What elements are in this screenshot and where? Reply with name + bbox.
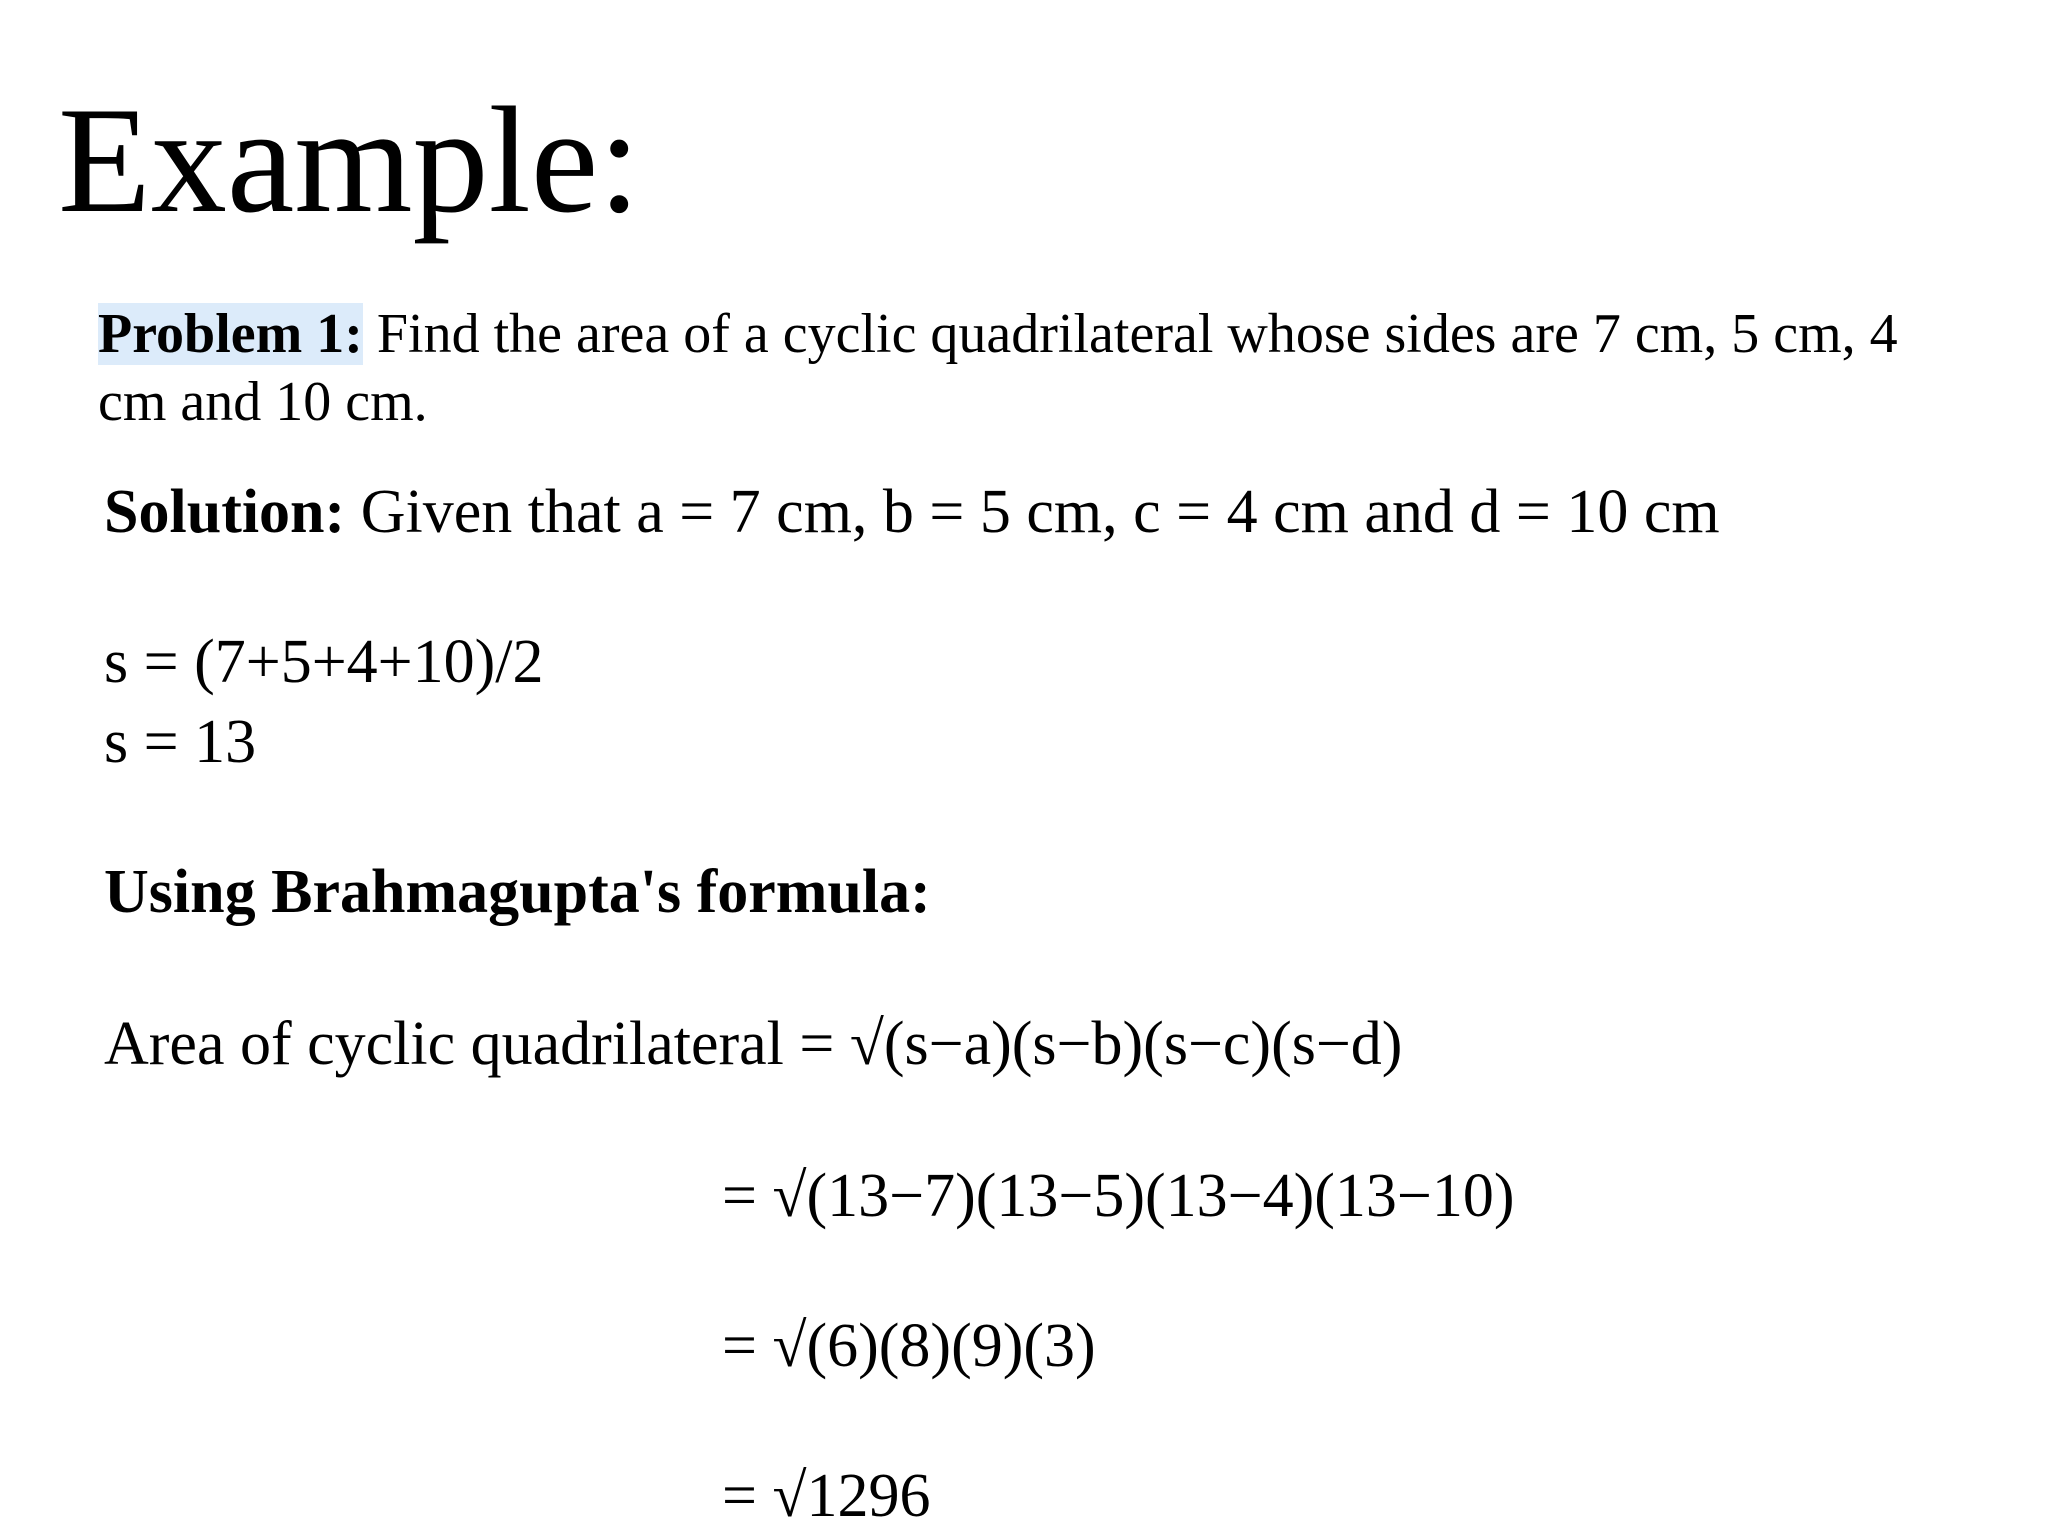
calculation-step: = √(13−7)(13−5)(13−4)(13−10) [722, 1162, 1515, 1230]
solution-text: Given that a = 7 cm, b = 5 cm, c = 4 cm and d = 10 cm [345, 478, 1720, 546]
area-formula: Area of cyclic quadrilateral = √(s−a)(s−b)(s−c)(s−d) [104, 1010, 1403, 1078]
problem-label: Problem 1: [98, 303, 363, 365]
semi-perimeter-formula: s = (7+5+4+10)/2 [104, 628, 544, 696]
page-title: Example: [58, 76, 641, 244]
formula-heading: Using Brahmagupta's formula: [104, 858, 931, 926]
solution-line [104, 472, 1720, 552]
calculation-step: = √(6)(8)(9)(3) [722, 1312, 1096, 1380]
semi-perimeter-value: s = 13 [104, 708, 257, 776]
problem-statement [98, 300, 1978, 436]
calculation-step: = √1296 [722, 1462, 931, 1530]
solution-label: Solution: [104, 478, 346, 546]
problem-text: Find the area of a cyclic quadrilateral whose sides are 7 cm, 5 cm, 4 cm and 10 cm. [98, 303, 1898, 433]
